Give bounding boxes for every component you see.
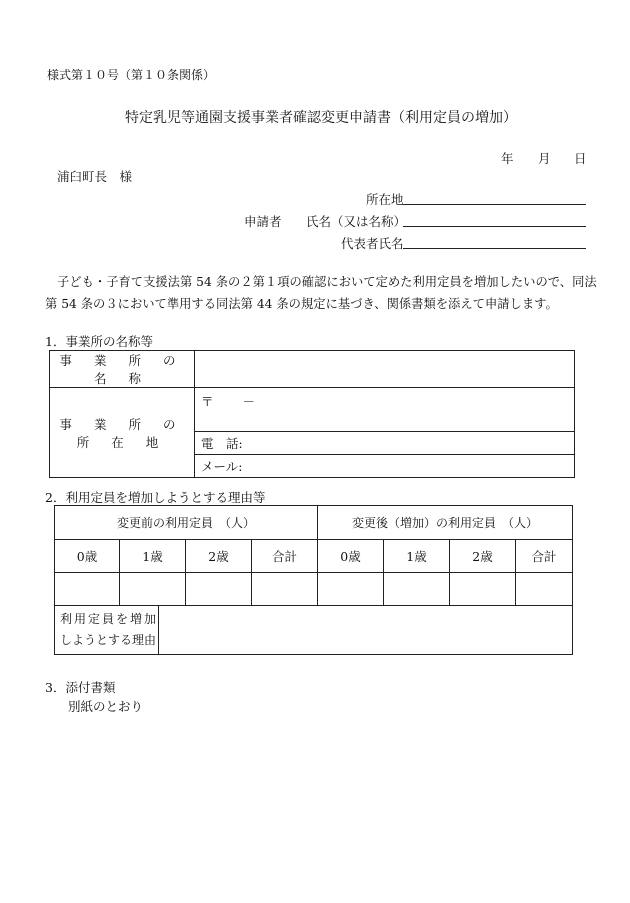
applicant-name-field[interactable] xyxy=(403,226,586,227)
postal-field[interactable] xyxy=(195,388,575,432)
reason-label xyxy=(55,606,159,655)
before-age-2-value[interactable] xyxy=(186,573,252,606)
phone-field[interactable] xyxy=(195,432,575,455)
before-age-0-value[interactable] xyxy=(55,573,120,606)
date-day: 日 xyxy=(574,151,587,166)
after-total: 合計 xyxy=(516,540,573,573)
representative-label: 代表者氏名 xyxy=(341,236,404,251)
after-capacity-header: 変更後（増加）の利用定員 （人） xyxy=(318,506,573,540)
after-age-0-value[interactable] xyxy=(318,573,384,606)
applicant-name-label: 氏名（又は名称） xyxy=(306,214,407,229)
mail-label: メール: xyxy=(201,459,243,474)
mail-field[interactable] xyxy=(195,455,575,478)
form-number: 様式第１０号（第１０条関係） xyxy=(47,68,216,82)
after-age-0: 0歳 xyxy=(318,540,384,573)
before-age-1-value[interactable] xyxy=(120,573,186,606)
body-line-2: 第 54 条の３において準用する同法第 44 条の規定に基づき、関係書類を添えて申請します。 xyxy=(45,297,558,311)
section3-heading: 3．添付書類 xyxy=(45,680,116,695)
reason-label-line-1: 利用定員を増加 xyxy=(60,612,159,626)
after-age-2-value[interactable] xyxy=(450,573,516,606)
facility-name-label: 事 業 所 の 名 称 xyxy=(50,351,195,388)
reason-field[interactable] xyxy=(159,606,573,655)
reason-label-line-2: しようとする理由 xyxy=(60,633,157,647)
postal-label: 〒 － xyxy=(201,394,255,409)
before-age-1: 1歳 xyxy=(120,540,186,573)
after-age-2: 2歳 xyxy=(450,540,516,573)
phone-label: 電 話: xyxy=(201,436,243,451)
body-line-1: 子ども・子育て支援法第 54 条の２第１項の確認において定めた利用定員を増加したいので、同法 xyxy=(57,275,597,289)
before-age-0: 0歳 xyxy=(55,540,120,573)
before-total: 合計 xyxy=(252,540,318,573)
after-age-1: 1歳 xyxy=(384,540,450,573)
representative-field[interactable] xyxy=(403,248,586,249)
facility-address-label: 事 業 所 の 所 在 地 xyxy=(50,388,195,478)
reason-table xyxy=(54,605,573,655)
after-age-1-value[interactable] xyxy=(384,573,450,606)
section2-heading: 2．利用定員を増加しようとする理由等 xyxy=(45,490,266,505)
date-year: 年 xyxy=(501,151,514,166)
applicant-address-label: 所在地 xyxy=(366,192,404,207)
before-age-2: 2歳 xyxy=(186,540,252,573)
facility-name-field[interactable] xyxy=(195,351,575,388)
page-title: 特定乳児等通園支援事業者確認変更申請書（利用定員の増加） xyxy=(125,110,517,126)
section1-heading: 1．事業所の名称等 xyxy=(45,334,153,349)
applicant-address-field[interactable] xyxy=(403,204,586,205)
capacity-table xyxy=(54,505,573,606)
addressee: 浦臼町長 様 xyxy=(57,169,133,184)
before-capacity-header: 変更前の利用定員 （人） xyxy=(55,506,318,540)
facility-table xyxy=(49,350,575,478)
date-month: 月 xyxy=(538,151,551,166)
applicant-label: 申請者 xyxy=(244,214,282,229)
after-total-value[interactable] xyxy=(516,573,573,606)
before-total-value[interactable] xyxy=(252,573,318,606)
attachments-text: 別紙のとおり xyxy=(68,699,144,714)
